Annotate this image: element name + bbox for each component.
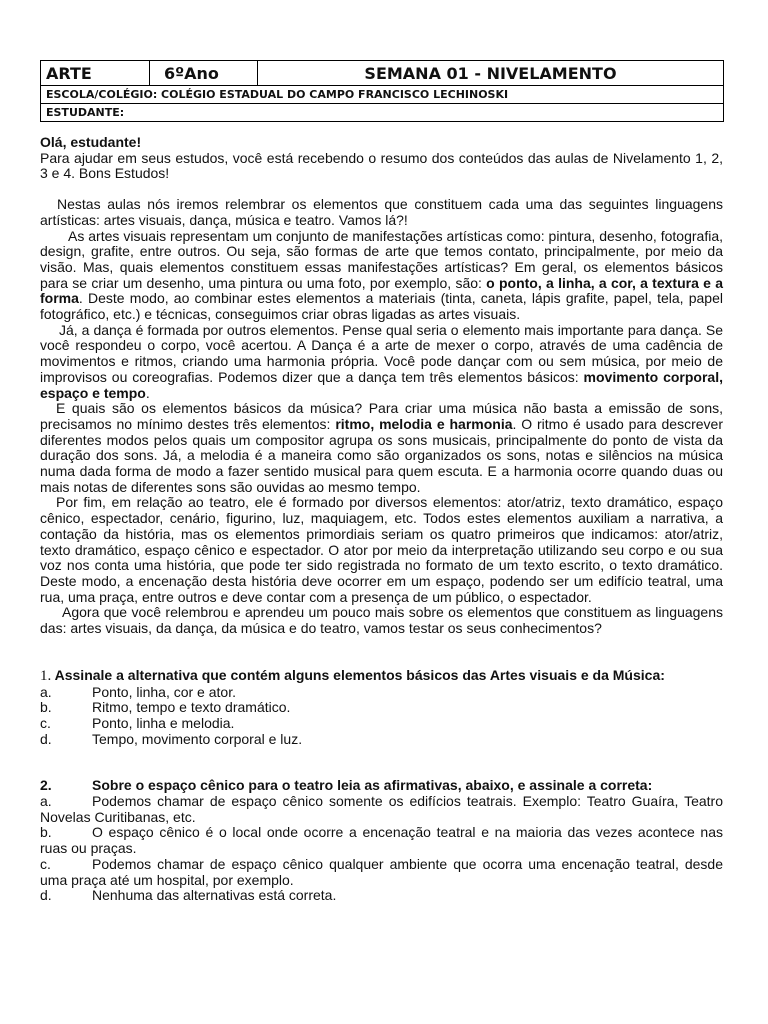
paragraph-closing: Agora que você relembrou e aprendeu um pouco mais sobre os elementos que constituem as linguagens das: artes visuais, da dança, da música e do teatro, vamos testar os seus conhecimentos? [40,604,723,637]
question-2-title: 2. Sobre o espaço cênico para o teatro leia as afirmativas, abaixo, e assinale a correta: [40,777,653,794]
question-2-option-c: c. Podemos chamar de espaço cênico qualquer ambiente que ocorra uma encenação teatral, desde uma praça até um hospital, por exemplo. [40,855,723,888]
question-2-option-a: a. Podemos chamar de espaço cênico somente os edifícios teatrais. Exemplo: Teatro Guaíra, Teatro Novelas Curitibanas, etc. [40,793,723,825]
question-1-option-b: b. Ritmo, tempo e texto dramático. [40,699,291,716]
document-page [40,60,723,904]
subject-cell: ARTE [41,61,150,86]
paragraph-languages: Nestas aulas nós iremos relembrar os elementos que constituem cada uma das seguintes linguagens artísticas: artes visuais, dança, música e teatro. Vamos lá?! [40,196,723,228]
school-cell: ESCOLA/COLÉGIO: COLÉGIO ESTADUAL DO CAMPO FRANCISCO LECHINOSKI [41,86,724,104]
header-table [40,60,724,122]
question-1-option-d: d. Tempo, movimento corporal e luz. [40,730,303,747]
question-2-option-b: b. O espaço cênico é o local onde ocorre a encenação teatral e na maioria das vezes acontece nas ruas ou praças. [40,824,723,857]
paragraph-theater: Por fim, em relação ao teatro, ele é formado por diversos elementos: ator/atriz, texto dramático, espaço cênico, espectador, cenário, figurino, luz, maquiagem, etc. Todos estes elementos auxiliam a narrativa, a contação da história, mas os elementos primordiais seriam os quatro primeiros que indicamos: ator/atriz, texto dramático, espaço cênico e espectador. O ator por meio da interpretação utilizando seu corpo e ou sua voz nos conta uma história, que pode ter sido registrada no formato de um texto escrito, o texto dramático. Deste modo, a encenação desta história deve ocorrer em um espaço, podendo ser um edifício teatral, uma rua, uma praça, entre outros e deve contar com a presença de um público, o espectador. [40,494,723,605]
question-2-option-d: d. Nenhuma das alternativas está correta. [40,887,337,904]
intro-text: Para ajudar em seus estudos, você está recebendo o resumo dos conteúdos das aulas de Nivelamento 1, 2, 3 e 4. Bons Estudos! [40,149,723,182]
grade-cell: 6ºAno [150,61,258,86]
week-cell: SEMANA 01 - NIVELAMENTO [258,61,724,86]
question-1-option-c: c. Ponto, linha e melodia. [40,714,235,731]
paragraph-visual-arts: As artes visuais representam um conjunto de manifestações artísticas como: pintura, desenho, fotografia, design, grafite, entre outros. Ou seja, são formas de arte que temos contato, principalmente, por meio da visão. Mas, quais elementos constituem essas manifestações artísticas? Em geral, os elementos básicos para se criar um desenho, uma pintura ou uma foto, por exemplo, são: o ponto, a linha, a cor, a textura e a forma. Deste modo, ao combinar estes elementos a materiais (tinta, caneta, lápis grafite, papel, tela, papel fotográfico, etc.) e técnicas, conseguimos criar obras ligadas as artes visuais. [40,227,723,323]
question-1-option-a: a. Ponto, linha, cor e ator. [40,683,236,700]
paragraph-music: E quais são os elementos básicos da música? Para criar uma música não basta a emissão de sons, precisamos no mínimo destes três elementos: ritmo, melodia e harmonia. O ritmo é usado para descrever diferentes modos pelos quais um compositor agrupa os sons musicais, principalmente do ponto de vista da duração dos sons. Já, a melodia é a maneira como são organizados os sons, notas e silêncios na música numa dada forma de modo a fazer sentido musical para quem escuta. E a harmonia ocorre quando duas ou mais notas de diferentes sons são ouvidas ao mesmo tempo. [40,400,723,495]
paragraph-dance: Já, a dança é formada por outros elementos. Pense qual seria o elemento mais importante para dança. Se você respondeu o corpo, você acertou. A Dança é a arte de mexer o corpo, através de uma cadência de movimentos e ritmos, criando uma harmonia própria. Você pode dançar com ou sem música, por meio de improvisos ou coreografias. Podemos dizer que a dança tem três elementos básicos: movimento corporal, espaço e tempo. [40,321,724,401]
document-body [40,135,723,904]
question-1-title: 1. Assinale a alternativa que contém alguns elementos básicos das Artes visuais e da Música: [40,666,665,684]
student-cell: ESTUDANTE: [41,104,724,122]
greeting: Olá, estudante! [40,134,142,150]
